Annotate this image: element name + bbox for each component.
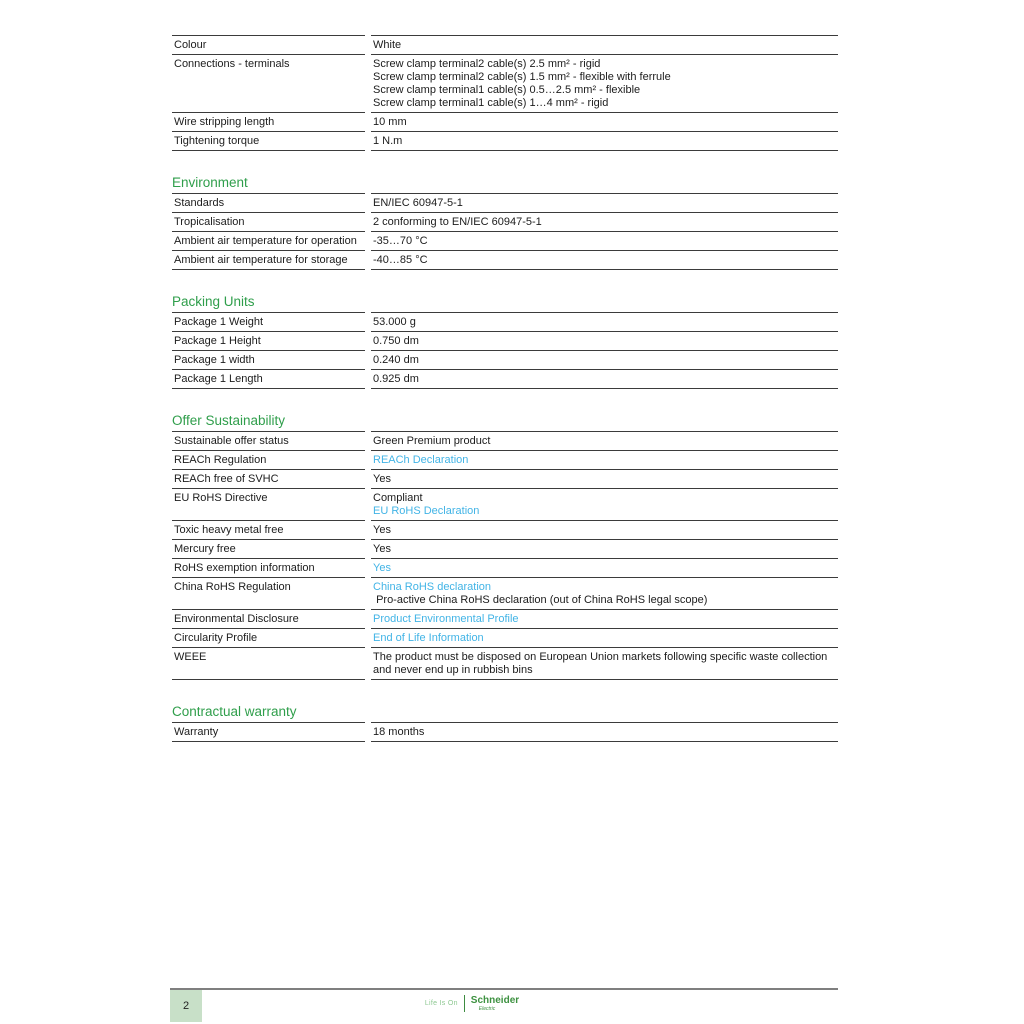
row-value-line: -40…85 °C [373,254,428,266]
row-label: China RoHS Regulation [172,577,365,609]
page-number: 2 [170,990,202,1022]
table-row [172,558,838,577]
row-value-line: 18 months [373,726,425,738]
document-link[interactable]: EU RoHS Declaration [373,505,480,517]
table-row [172,450,838,469]
row-value-line: The product must be disposed on European Union markets following specific waste collection and never end up in rubbish bins [373,651,831,676]
table-row [172,628,838,647]
table-row [172,577,838,609]
row-label: Sustainable offer status [172,431,365,450]
spec-tables-container [172,35,838,742]
row-value-line: Yes [373,524,391,536]
row-value-line: 53.000 g [373,316,416,328]
spec-table [172,193,838,270]
logo-tagline: Life Is On [424,1000,458,1007]
document-link[interactable]: Yes [373,562,391,574]
row-value [371,131,838,151]
row-value [371,722,838,742]
row-value-line: Screw clamp terminal2 cable(s) 1.5 mm² - flexible with ferrule [373,71,671,83]
row-value-line: Green Premium product [373,435,491,447]
row-value [371,250,838,270]
table-row [172,722,838,742]
row-label: RoHS exemption information [172,558,365,577]
row-label: Tightening torque [172,131,365,151]
row-label: REACh Regulation [172,450,365,469]
table-row [172,369,838,389]
logo-brand-electric: Electric [478,1005,496,1012]
row-label: Tropicalisation [172,212,365,231]
table-row [172,131,838,151]
row-label: Environmental Disclosure [172,609,365,628]
row-value [371,331,838,350]
row-value-line: 0.925 dm [373,373,419,385]
row-label: Ambient air temperature for storage [172,250,365,270]
document-link[interactable]: End of Life Information [373,632,484,644]
row-value [371,54,838,112]
table-row [172,312,838,331]
spec-table [172,35,838,151]
table-row [172,331,838,350]
document-link[interactable]: China RoHS declaration [373,581,492,593]
row-label: Colour [172,35,365,54]
row-label: Package 1 Weight [172,312,365,331]
logo-brand-name: Schneider [470,994,520,1006]
row-value [371,350,838,369]
row-value-line: Compliant [373,492,423,504]
row-label: Circularity Profile [172,628,365,647]
document-link[interactable]: Product Environmental Profile [373,613,519,625]
table-row [172,539,838,558]
section-title: Packing Units [172,294,255,309]
row-value [371,212,838,231]
section-title: Contractual warranty [172,704,297,719]
table-row [172,250,838,270]
row-value [371,193,838,212]
row-label: Ambient air temperature for operation [172,231,365,250]
table-row [172,488,838,520]
row-label: EU RoHS Directive [172,488,365,520]
row-value-line: Yes [373,473,391,485]
row-value-line: 2 conforming to EN/IEC 60947-5-1 [373,216,542,228]
row-label: Connections - terminals [172,54,365,112]
logo-divider-line [464,995,465,1012]
row-value-line: 0.750 dm [373,335,419,347]
spec-table [172,722,838,742]
row-value [371,647,838,680]
row-value-line: Screw clamp terminal1 cable(s) 0.5…2.5 mm² - flexible [373,84,641,96]
row-label: Package 1 Height [172,331,365,350]
row-label: Standards [172,193,365,212]
table-row [172,231,838,250]
table-row [172,54,838,112]
row-value-line: Pro-active China RoHS declaration (out of China RoHS legal scope) [373,594,708,606]
document-link[interactable]: REACh Declaration [373,454,469,466]
row-value [371,469,838,488]
row-value [371,577,838,609]
row-value [371,628,838,647]
logo-brand-block [471,996,519,1012]
row-label: WEEE [172,647,365,680]
row-label: Package 1 width [172,350,365,369]
section-title: Environment [172,175,248,190]
row-label: Warranty [172,722,365,742]
spec-table [172,431,838,680]
table-row [172,431,838,450]
table-row [172,647,838,680]
row-value-line: 10 mm [373,116,407,128]
spec-table [172,312,838,389]
footer-divider [170,988,838,990]
row-value [371,609,838,628]
table-row [172,520,838,539]
row-value [371,231,838,250]
row-label: Package 1 Length [172,369,365,389]
schneider-logo [172,995,772,1012]
row-value [371,35,838,54]
row-label: REACh free of SVHC [172,469,365,488]
row-value [371,520,838,539]
row-value [371,539,838,558]
row-value [371,558,838,577]
row-value-line: 0.240 dm [373,354,419,366]
row-value [371,450,838,469]
row-value [371,488,838,520]
table-row [172,469,838,488]
section-title: Offer Sustainability [172,413,286,428]
row-value [371,369,838,389]
row-value-line: Screw clamp terminal2 cable(s) 2.5 mm² - rigid [373,58,601,70]
row-value [371,112,838,131]
table-row [172,35,838,54]
row-value-line: White [373,39,402,51]
table-row [172,212,838,231]
table-row [172,350,838,369]
table-row [172,609,838,628]
row-label: Toxic heavy metal free [172,520,365,539]
table-row [172,193,838,212]
row-value-line: -35…70 °C [373,235,428,247]
row-value [371,312,838,331]
row-label: Mercury free [172,539,365,558]
row-value-line: Screw clamp terminal1 cable(s) 1…4 mm² - rigid [373,97,609,109]
table-row [172,112,838,131]
row-label: Wire stripping length [172,112,365,131]
row-value-line: 1 N.m [373,135,403,147]
row-value-line: EN/IEC 60947-5-1 [373,197,463,209]
row-value [371,431,838,450]
row-value-line: Yes [373,543,391,555]
